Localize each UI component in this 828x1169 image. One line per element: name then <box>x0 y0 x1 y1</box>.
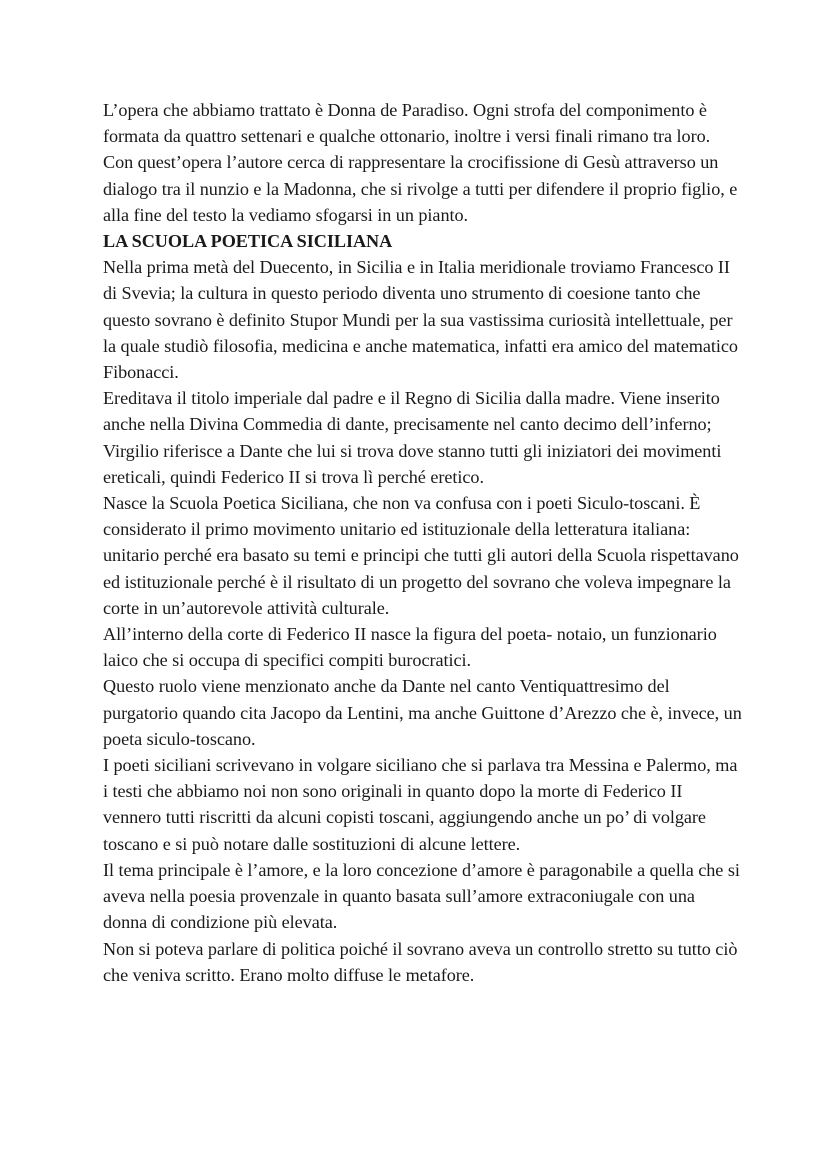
paragraph-volgare-siciliano: I poeti siciliani scrivevano in volgare siciliano che si parlava tra Messina e Palermo, ma i testi che abbiamo noi non sono originali in quanto dopo la morte di Federico II vennero tutti riscritti da alcuni copisti toscani, aggiungendo anche un po’ di volgare toscano e si può notare dalle sostituzioni di alcune lettere. <box>103 755 738 854</box>
paragraph-poeta-notaio: All’interno della corte di Federico II nasce la figura del poeta- notaio, un funzionario laico che si occupa di specifici compiti burocratici. <box>103 624 717 671</box>
paragraph-duecento: Nella prima metà del Duecento, in Sicilia e in Italia meridionale troviamo Francesco II di Svevia; la cultura in questo periodo diventa uno strumento di coesione tanto che questo sovrano è definito Stupor Mundi per la sua vastissima curiosità intellettuale, per la quale studiò filosofia, medicina e anche matematica, infatti era amico del matematico Fibonacci. <box>103 257 738 383</box>
paragraph-tema-amore: Il tema principale è l’amore, e la loro concezione d’amore è paragonabile a quella che si aveva nella poesia provenzale in quanto basata sull’amore extraconiugale con una donna di condizione più elevata. <box>103 859 740 933</box>
paragraph-ruolo-dante: Questo ruolo viene menzionato anche da Dante nel canto Ventiquattresimo del purgatorio quando cita Jacopo da Lentini, ma anche Guittone d’Arezzo che è, invece, un poeta siculo-toscano. <box>103 676 742 749</box>
document-page <box>103 97 743 988</box>
paragraph-virgilio: Virgilio riferisce a Dante che lui si trova dove stanno tutti gli iniziatori dei movimenti ereticali, quindi Federico II si trova lì perché eretico. <box>103 440 722 487</box>
paragraph-politica: Non si poteva parlare di politica poiché il sovrano aveva un controllo stretto su tutto ciò che veniva scritto. Erano molto diffuse le metafore. <box>103 938 738 985</box>
paragraph-crocifissione: Con quest’opera l’autore cerca di rappresentare la crocifissione di Gesù attraverso un dialogo tra il nunzio e la Madonna, che si rivolge a tutti per difendere il proprio figlio, e alla fine del testo la vediamo sfogarsi in un pianto. <box>103 152 738 225</box>
section-heading: LA SCUOLA POETICA SICILIANA <box>103 231 393 252</box>
paragraph-donna-de-paradiso: L’opera che abbiamo trattato è Donna de Paradiso. Ogni strofa del componimento è formata da quattro settenari e qualche ottonario, inoltre i versi finali rimano tra loro. <box>103 100 711 147</box>
paragraph-titolo-imperiale: Ereditava il titolo imperiale dal padre e il Regno di Sicilia dalla madre. Viene inserito anche nella Divina Commedia di dante, precisamente nel canto decimo dell’inferno; <box>103 388 720 435</box>
paragraph-nasce-scuola: Nasce la Scuola Poetica Siciliana, che non va confusa con i poeti Siculo-toscani. È considerato il primo movimento unitario ed istituzionale della letteratura italiana: unitario perché era basato su temi e principi che tutti gli autori della Scuola rispettavano ed istituzionale perché è il risultato di un progetto del sovrano che voleva impegnare la corte in un’autorevole attività culturale. <box>103 493 739 618</box>
